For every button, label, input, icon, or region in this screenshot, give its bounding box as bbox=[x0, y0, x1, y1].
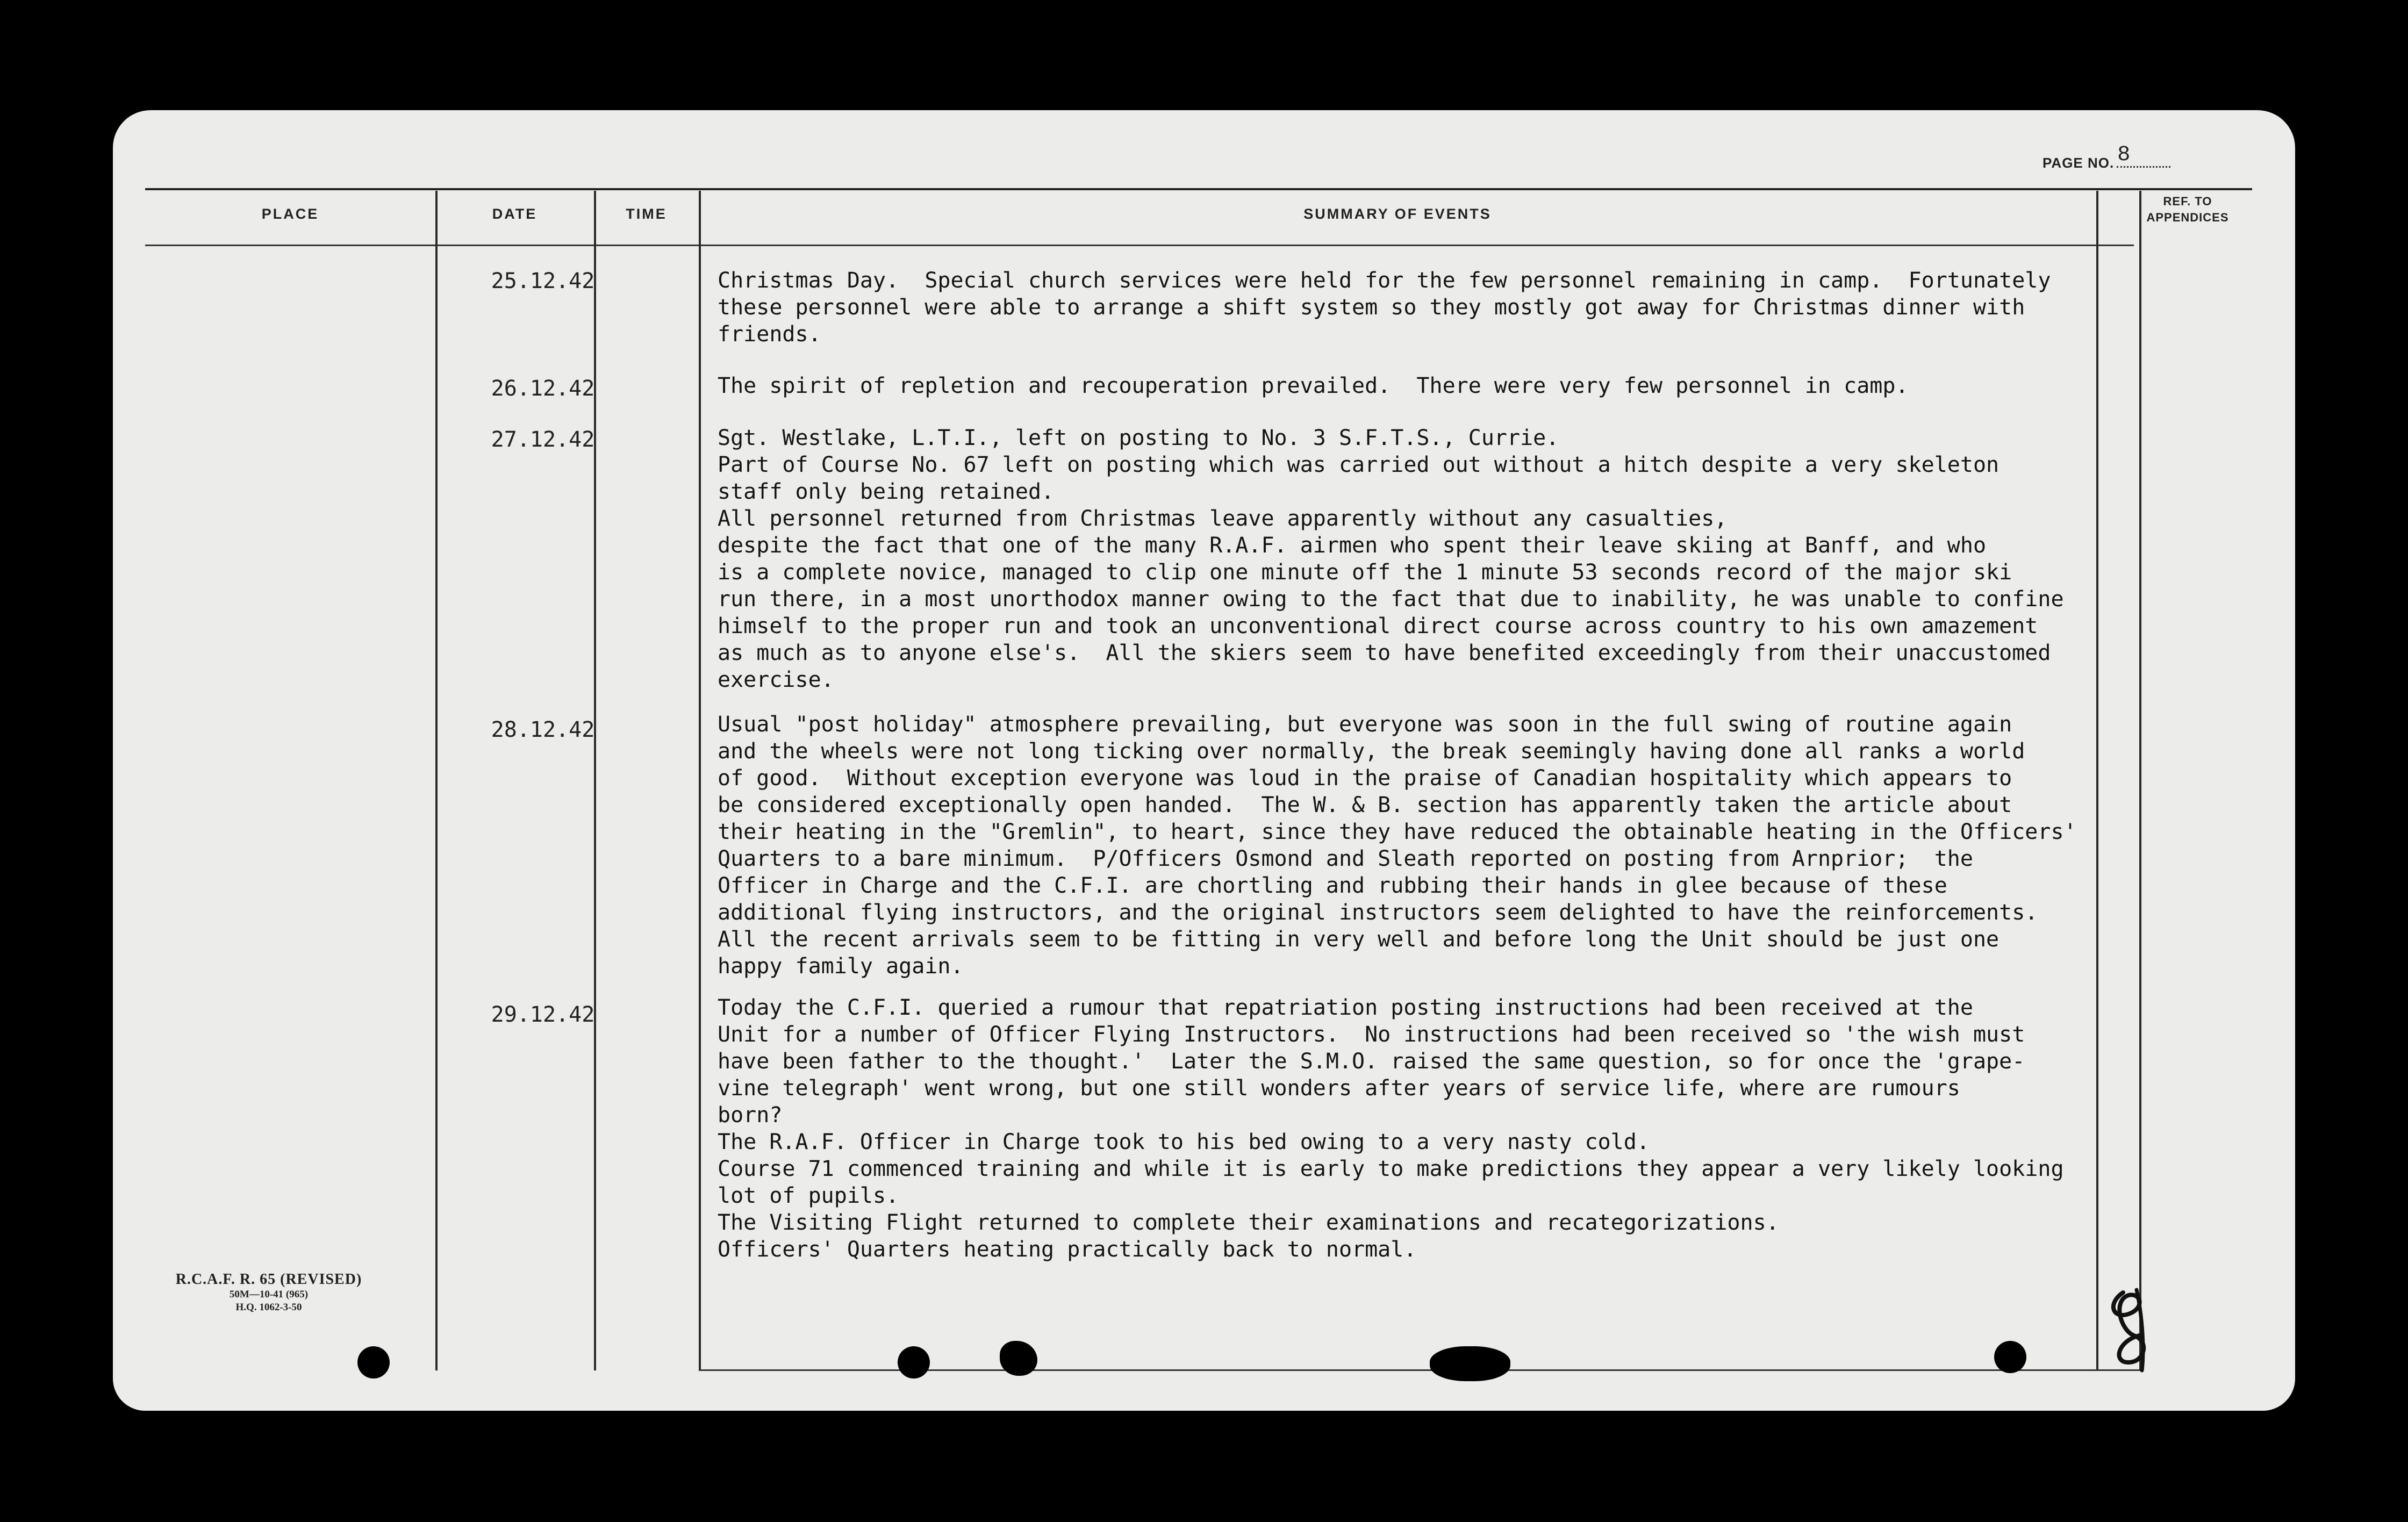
diary-sheet bbox=[113, 110, 2295, 1411]
entry-line: and the wheels were not long ticking over normally, the break seemingly having done all ranks a world bbox=[718, 739, 2025, 764]
entry-line: himself to the proper run and took an unconventional direct course across country to his own amazement bbox=[718, 614, 2038, 638]
handwritten-mark-icon bbox=[2091, 1282, 2177, 1373]
form-identifier bbox=[134, 1271, 403, 1314]
entry-line: is a complete novice, managed to clip one minute off the 1 minute 53 seconds record of the major ski bbox=[718, 560, 2012, 585]
entry-line: Officers' Quarters heating practically back to normal. bbox=[718, 1237, 1417, 1262]
entry-line: Usual "post holiday" atmosphere prevailing, but everyone was soon in the full swing of routine again bbox=[718, 712, 2012, 737]
entry-line: vine telegraph' went wrong, but one still wonders after years of service life, where are rumours bbox=[718, 1076, 1960, 1101]
entry-text bbox=[718, 994, 2099, 1263]
form-line-2: 50M—10-41 (965) bbox=[229, 1289, 309, 1300]
entry-line: Unit for a number of Officer Flying Instructors. No instructions had been received so 'the wish must bbox=[718, 1022, 2025, 1047]
entry-date: 26.12.42 bbox=[491, 376, 595, 401]
form-line-1: R.C.A.F. R. 65 (REVISED) bbox=[175, 1271, 362, 1288]
entry-line: Christmas Day. Special church services were held for the few personnel remaining in camp. Fortunately bbox=[718, 268, 2051, 293]
entry-line: these personnel were able to arrange a shift system so they mostly got away for Christmas dinner with bbox=[718, 295, 2025, 320]
entry-line: All the recent arrivals seem to be fitting in very well and before long the Unit should be just one bbox=[718, 927, 2000, 952]
entry-line: of good. Without exception everyone was loud in the praise of Canadian hospitality which appears to bbox=[718, 766, 2012, 791]
form-line-3: H.Q. 1062-3-50 bbox=[235, 1302, 302, 1313]
divider-date-time bbox=[594, 191, 596, 1370]
entry-line: The R.A.F. Officer in Charge took to his bed owing to a very nasty cold. bbox=[718, 1130, 1650, 1154]
entry-text bbox=[718, 267, 2099, 348]
punch-hole bbox=[1430, 1346, 1510, 1381]
page-number-caption: PAGE NO. bbox=[2042, 155, 2115, 171]
punch-hole bbox=[357, 1346, 390, 1379]
entry-date: 29.12.42 bbox=[491, 1002, 595, 1027]
entry-line: as much as to anyone else's. All the skiers seem to have benefited exceedingly from their unaccustomed bbox=[718, 641, 2051, 665]
column-header-place: PLACE bbox=[261, 206, 319, 222]
punch-hole bbox=[1000, 1341, 1037, 1376]
entry-line: exercise. bbox=[718, 667, 834, 692]
entry-line: Part of Course No. 67 left on posting which was carried out without a hitch despite a very skeleton bbox=[718, 453, 2000, 477]
entry-date: 28.12.42 bbox=[491, 717, 595, 742]
entry-line: despite the fact that one of the many R.A.F. airmen who spent their leave skiing at Banff, and who bbox=[718, 533, 1987, 558]
entry-line: The Visiting Flight returned to complete their examinations and recategorizations. bbox=[718, 1210, 1779, 1235]
entry-line: staff only being retained. bbox=[718, 479, 1055, 504]
entry-line: Today the C.F.I. queried a rumour that repatriation posting instructions had been received at the bbox=[718, 995, 1973, 1020]
column-header-ref-line2: APPENDICES bbox=[2146, 211, 2229, 224]
divider-time-summary bbox=[699, 191, 701, 1370]
entry-line: run there, in a most unorthodox manner owing to the fact that due to inability, he was unable to confine bbox=[718, 587, 2064, 612]
header-bottom-rule bbox=[145, 245, 2134, 246]
entry-line: happy family again. bbox=[718, 954, 964, 979]
entry-line: The spirit of repletion and recouperation prevailed. There were very few personnel in camp. bbox=[718, 374, 1909, 398]
column-header-time: TIME bbox=[626, 206, 667, 222]
entry-text bbox=[718, 711, 2099, 980]
entry-text bbox=[718, 425, 2099, 693]
entry-date: 27.12.42 bbox=[491, 427, 595, 452]
column-header-ref-line1: REF. TO bbox=[2163, 195, 2212, 208]
entry-date: 25.12.42 bbox=[491, 269, 595, 293]
entry-line: additional flying instructors, and the original instructors seem delighted to have the reinforcements. bbox=[718, 900, 2038, 925]
column-header-date: DATE bbox=[492, 206, 538, 222]
entry-line: friends. bbox=[718, 322, 821, 347]
divider-ref-edge bbox=[2139, 191, 2141, 1370]
entry-line: All personnel returned from Christmas leave apparently without any casualties, bbox=[718, 506, 1728, 531]
header-top-rule bbox=[145, 188, 2252, 190]
entry-text bbox=[718, 372, 2099, 399]
entry-line: born? bbox=[718, 1103, 783, 1128]
entry-line: be considered exceptionally open handed. The W. & B. section has apparently taken the article about bbox=[718, 793, 2012, 817]
entry-line: their heating in the "Gremlin", to heart, since they have reduced the obtainable heating in the Officers' bbox=[718, 820, 2077, 844]
entry-line: Course 71 commenced training and while it is early to make predictions they appear a very likely looking bbox=[718, 1157, 2064, 1181]
page-number-label bbox=[2042, 143, 2170, 175]
divider-place-date bbox=[435, 191, 438, 1370]
entry-line: have been father to the thought.' Later the S.M.O. raised the same question, so for once the 'grape- bbox=[718, 1049, 2025, 1074]
page-number-value: 8 bbox=[2117, 143, 2131, 167]
entry-line: Officer in Charge and the C.F.I. are chortling and rubbing their hands in glee because of these bbox=[718, 873, 1947, 898]
entry-line: Sgt. Westlake, L.T.I., left on posting to No. 3 S.F.T.S., Currie. bbox=[718, 426, 1559, 450]
punch-hole bbox=[898, 1346, 930, 1379]
entry-line: lot of pupils. bbox=[718, 1183, 899, 1208]
column-header-ref bbox=[2123, 193, 2252, 226]
column-header-summary: SUMMARY OF EVENTS bbox=[1303, 206, 1492, 222]
punch-hole bbox=[1994, 1341, 2026, 1373]
entry-line: Quarters to a bare minimum. P/Officers Osmond and Sleath reported on posting from Arnprior; the bbox=[718, 846, 1973, 871]
